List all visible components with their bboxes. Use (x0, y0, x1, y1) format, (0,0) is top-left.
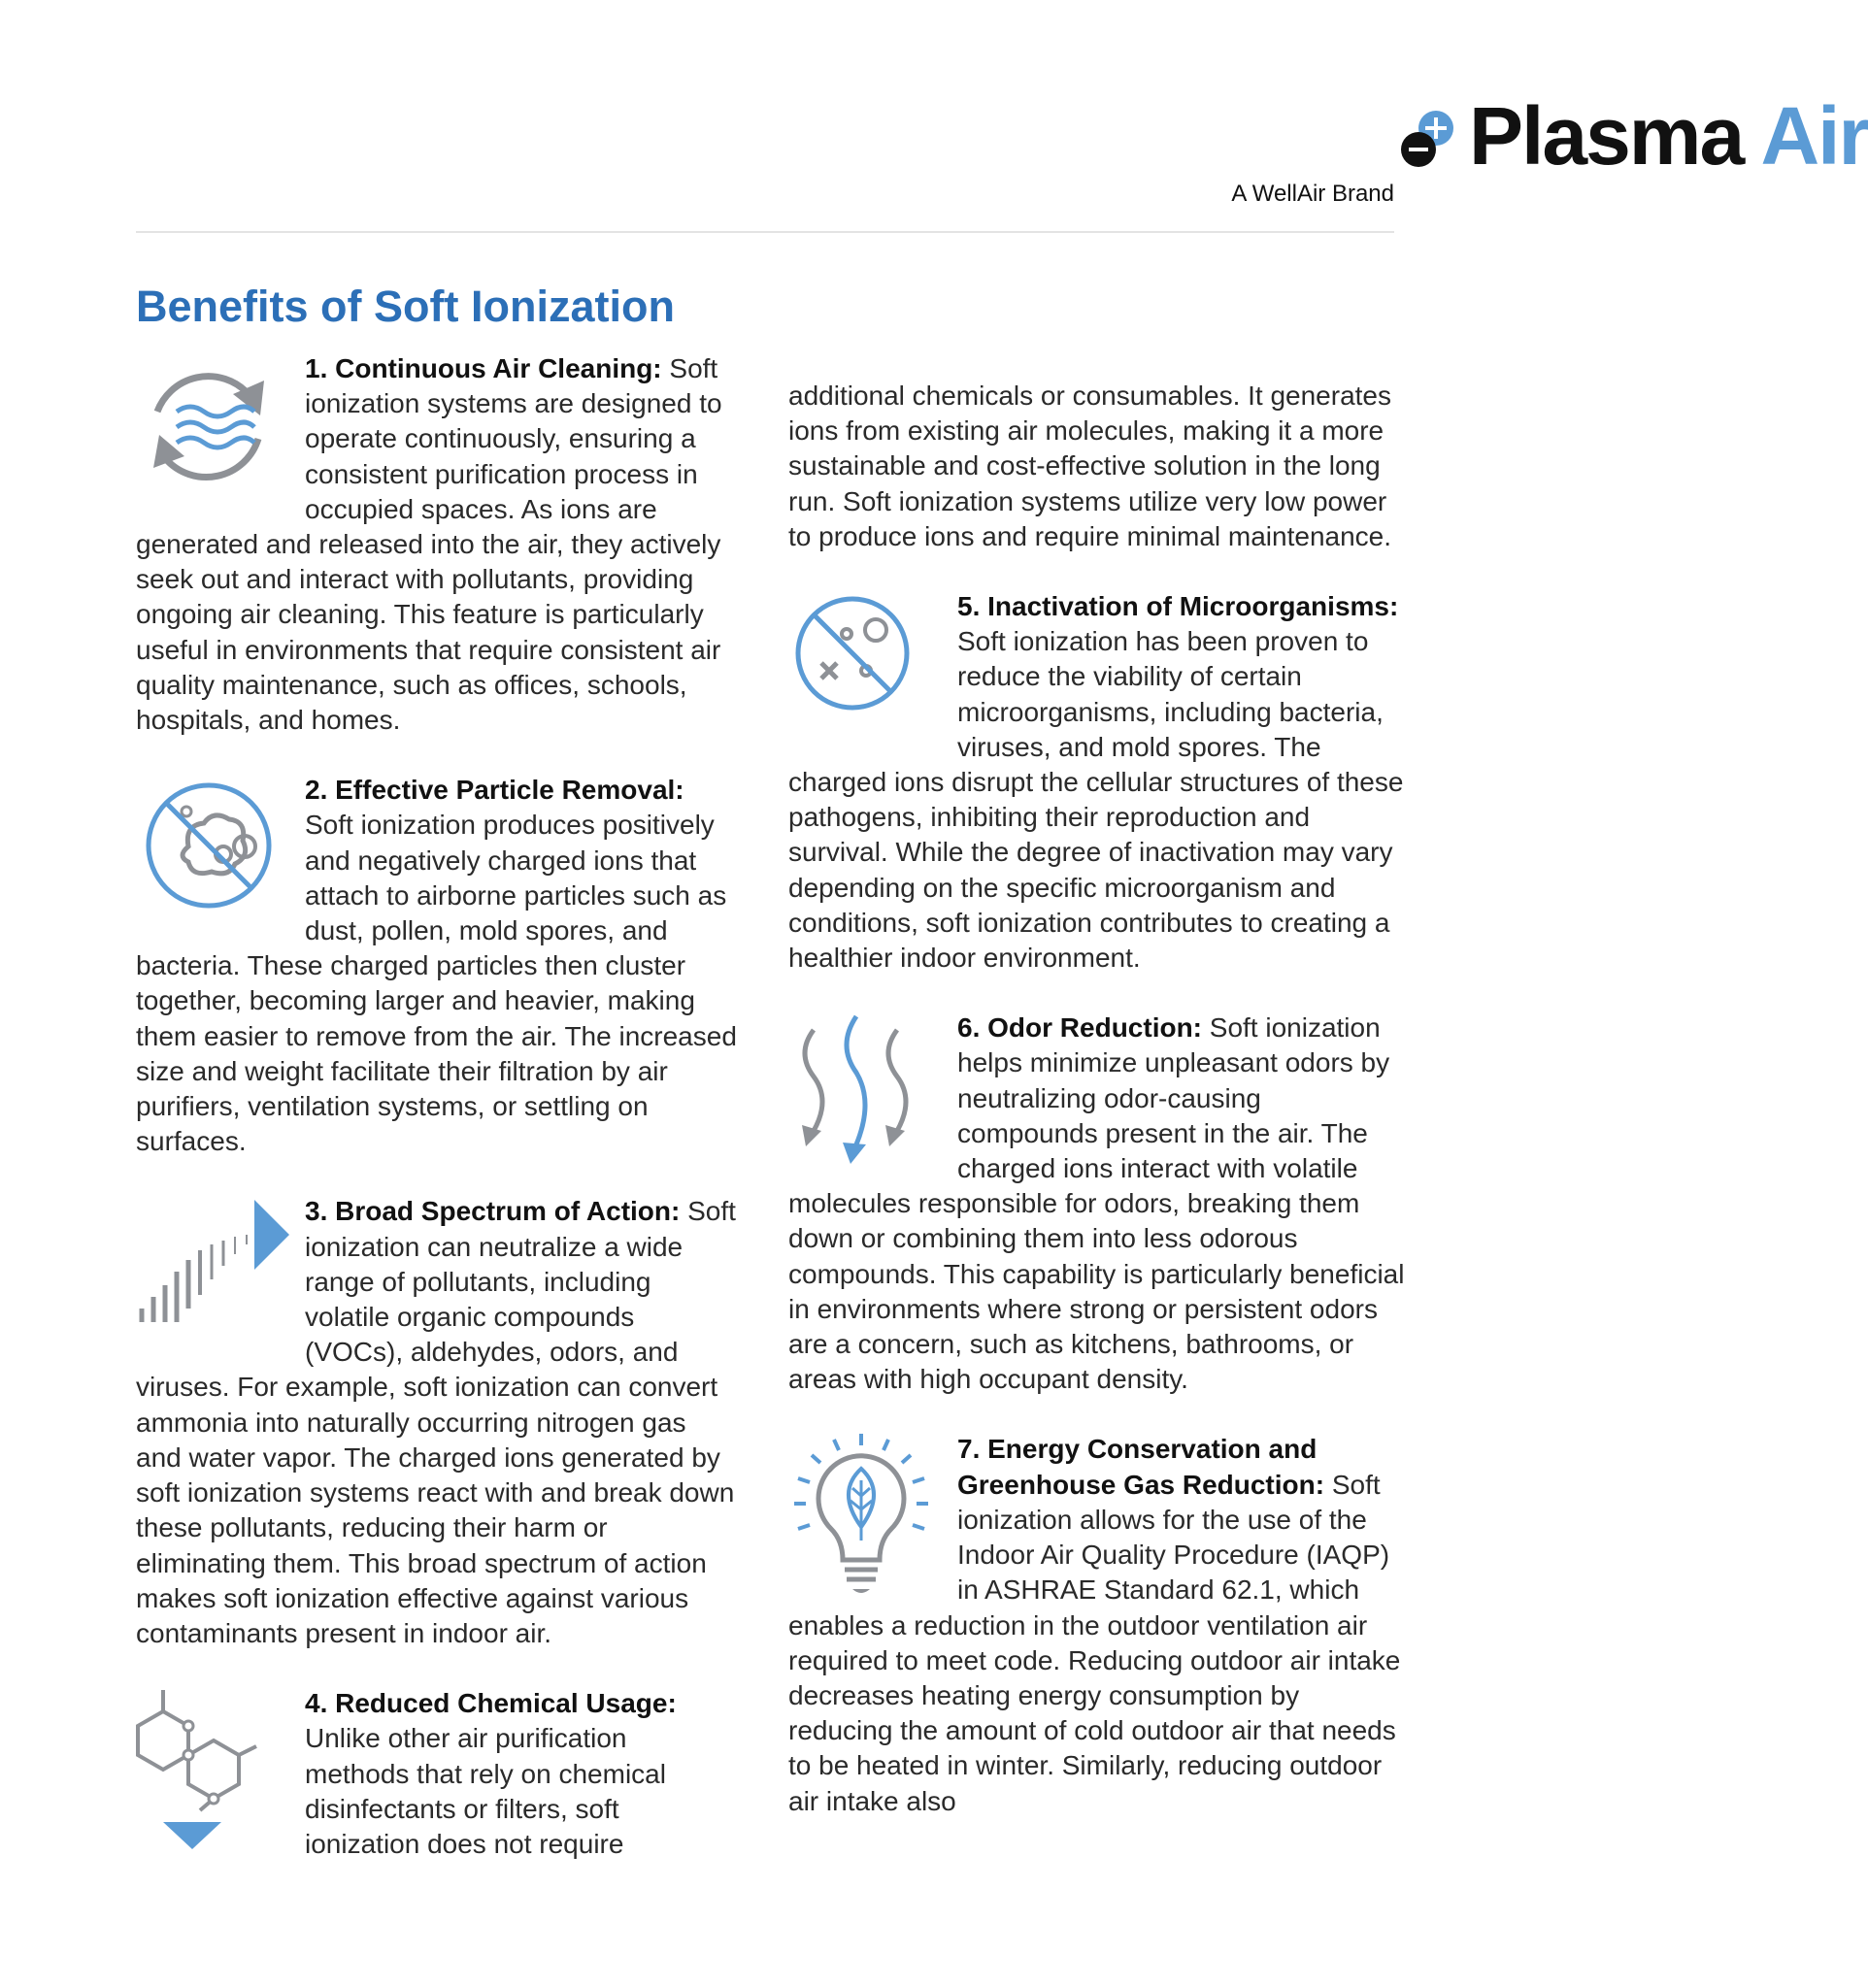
no-particles-icon (136, 773, 291, 918)
benefit-item-1 (136, 351, 738, 738)
odor-waves-icon (788, 1011, 944, 1179)
benefit-item-3 (136, 1194, 738, 1651)
benefit-body: Soft ionization produces positively and negatively charged ions that attach to airborne particles such as dust, pollen, mold spores, and bacteria. These charged particles then cluster together, becoming larger and heavier, making them easier to remove from the air. The increased size and weight facilitate their filtration by air purifiers, ventilation systems, or settling on surfaces. (136, 810, 737, 1157)
benefit-item-6 (788, 1011, 1406, 1397)
page-title: Benefits of Soft Ionization (136, 282, 675, 331)
benefit-heading: 4. Reduced Chemical Usage: (305, 1688, 677, 1719)
eco-bulb-icon (788, 1432, 944, 1601)
benefit-body: Soft ionization allows for the use of the Indoor Air Quality Procedure (IAQP) in ASHRAE Standard 62.1, which enables a reduction in the outdoor ventilation air required to meet code. Reducing outdoor air intake decreases heating energy consumption by reducing the amount of cold outdoor air that needs to be heated in winter. Similarly, reducing outdoor air intake also (788, 1469, 1401, 1816)
benefit-body: Soft ionization systems are designed to operate continuously, ensuring a consistent purification process in occupied spaces. As ions are generated and released into the air, they actively seek out and interact with pollutants, providing ongoing air cleaning. This feature is particularly useful in environments that require consistent air quality maintenance, such as offices, schools, hospitals, and homes. (136, 353, 722, 736)
benefit-heading: 6. Odor Reduction: (957, 1012, 1202, 1044)
left-column (136, 351, 738, 1897)
no-microbes-icon (788, 589, 944, 735)
brand-name-part1: Plasma (1469, 90, 1744, 182)
benefit-heading: 5. Inactivation of Microorganisms: (957, 591, 1399, 622)
benefit-body: Unlike other air purification methods that rely on chemical disinfectants or filters, soft ionization does not require (305, 1723, 666, 1859)
benefit-body: Soft ionization helps minimize unpleasant odors by neutralizing odor-causing compounds present in the air. The charged ions interact with volatile molecules responsible for odors, breaking them down or combining them into less odorous compounds. This capability is particularly beneficial in environments where strong or persistent odors are a concern, such as kitchens, bathrooms, or areas with high occupant density. (788, 1012, 1405, 1395)
header-divider (136, 231, 1394, 233)
brand-name-part2: Air (1760, 90, 1868, 182)
spectrum-bars-icon (136, 1194, 291, 1340)
benefit-item-7 (788, 1432, 1406, 1818)
benefit-heading: 7. Energy Conservation and Greenhouse Gas Reduction: (957, 1434, 1325, 1500)
brand-tagline: A WellAir Brand (1231, 181, 1394, 207)
benefit-body: Soft ionization has been proven to reduce the viability of certain microorganisms, including bacteria, viruses, and mold spores. The charged ions disrupt the cellular structures of these pathogens, inhibiting their reproduction and survival. While the degree of inactivation may vary depending on the specific microorganism and conditions, soft ionization contributes to creating a healthier indoor environment. (788, 626, 1404, 974)
plasma-air-logo-icon (1399, 109, 1457, 169)
brand-wordmark (1469, 90, 1868, 182)
benefit-item-4 (136, 1686, 738, 1862)
right-column (788, 351, 1406, 1854)
benefit-heading: 2. Effective Particle Removal: (305, 775, 684, 806)
molecule-down-icon (136, 1686, 291, 1855)
benefit-item-5 (788, 589, 1406, 976)
benefit-heading: 3. Broad Spectrum of Action: (305, 1196, 681, 1227)
benefit-4-continued: additional chemicals or consumables. It generates ions from existing air molecules, making it a more sustainable and cost-effective solution in the long run. Soft ionization systems utilize very low power to produce ions and require minimal maintenance. (788, 381, 1392, 551)
recycle-air-icon (136, 351, 291, 497)
benefit-body: Soft ionization can neutralize a wide range of pollutants, including volatile organic compounds (VOCs), aldehydes, odors, and viruses. For example, soft ionization can convert ammonia into naturally occurring nitrogen gas and water vapor. The charged ions generated by soft ionization systems react with and break down these pollutants, reducing their harm or eliminating them. This broad spectrum of action makes soft ionization effective against various contaminants present in indoor air. (136, 1196, 736, 1648)
benefit-heading: 1. Continuous Air Cleaning: (305, 353, 662, 383)
benefit-item-2 (136, 773, 738, 1159)
